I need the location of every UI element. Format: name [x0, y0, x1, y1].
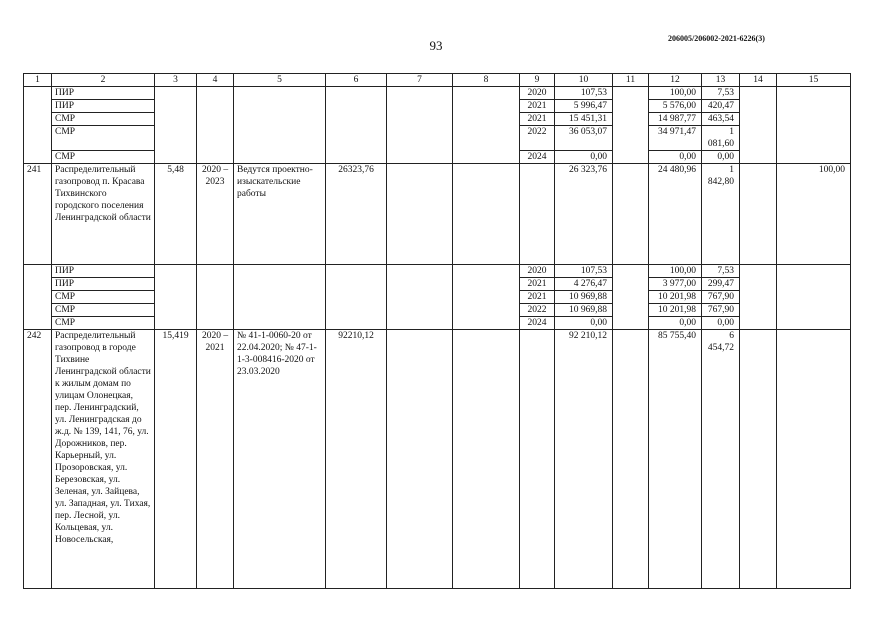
blank-cell	[740, 87, 777, 164]
stage-type: СМР	[52, 291, 155, 304]
blank-cell	[740, 265, 777, 330]
stage-year: 2021	[520, 100, 555, 113]
stage-total: 5 996,47	[555, 100, 613, 113]
blank-cell	[453, 330, 520, 589]
stage-regional: 10 201,98	[649, 304, 702, 317]
row-number: 242	[24, 330, 52, 589]
header-cell: 5	[234, 74, 326, 87]
blank-cell	[613, 265, 649, 330]
document-code: 206005/206002-2021-6226(3)	[668, 34, 765, 43]
page-number: 93	[429, 38, 443, 53]
blank-cell	[155, 87, 197, 164]
stage-regional: 0,00	[649, 317, 702, 330]
blank-cell	[740, 164, 777, 265]
stage-local: 1 081,60	[702, 126, 740, 151]
blank-cell	[24, 265, 52, 330]
blank-cell	[387, 330, 453, 589]
object-length: 5,48	[155, 164, 197, 265]
stage-regional: 100,00	[649, 265, 702, 278]
stage-regional: 3 977,00	[649, 278, 702, 291]
object-name: Распределительный газопровод в городе Тихвине Ленинградской области к жилым домам по улицам Олонецкая, пер. Ленинградский, ул. Ленинградская до ж.д. № 139, 141, 76, ул. Дорожников, пер. Карьерный, ул. Прозоровская, ул. Березовская, ул. Зеленая, ул. Зайцева, ул. Западная, ул. Тихая, пер. Лесной, ул. Кольцевая, ул. Новосельская,	[52, 330, 155, 589]
object-length: 15,419	[155, 330, 197, 589]
stage-total: 15 451,31	[555, 113, 613, 126]
stage-row	[24, 87, 851, 100]
blank-cell	[155, 265, 197, 330]
stage-local: 0,00	[702, 151, 740, 164]
object-cost: 92210,12	[326, 330, 387, 589]
stage-local: 463,54	[702, 113, 740, 126]
object-row	[24, 330, 851, 589]
blank-cell	[777, 265, 851, 330]
stage-year: 2020	[520, 265, 555, 278]
stage-year: 2020	[520, 87, 555, 100]
blank-cell	[234, 87, 326, 164]
object-name: Распределительный газопровод п. Красава Тихвинского городского поселения Ленинградской области	[52, 164, 155, 265]
blank-cell	[387, 164, 453, 265]
stage-year: 2021	[520, 278, 555, 291]
blank-cell	[197, 265, 234, 330]
stage-type: СМР	[52, 151, 155, 164]
blank-cell	[520, 164, 555, 265]
blank-cell	[740, 330, 777, 589]
header-cell: 8	[453, 74, 520, 87]
stage-regional: 100,00	[649, 87, 702, 100]
header-cell: 2	[52, 74, 155, 87]
stage-local: 299,47	[702, 278, 740, 291]
object-total: 92 210,12	[555, 330, 613, 589]
stage-year: 2022	[520, 126, 555, 151]
stage-row	[24, 265, 851, 278]
header-cell: 9	[520, 74, 555, 87]
stage-local: 767,90	[702, 304, 740, 317]
object-document: Ведутся проектно-изыскательские работы	[234, 164, 326, 265]
stage-type: СМР	[52, 317, 155, 330]
header-cell: 12	[649, 74, 702, 87]
header-cell: 1	[24, 74, 52, 87]
stage-type: СМР	[52, 304, 155, 317]
row-number: 241	[24, 164, 52, 265]
stage-regional: 34 971,47	[649, 126, 702, 151]
object-share	[777, 330, 851, 589]
header-cell: 10	[555, 74, 613, 87]
blank-cell	[453, 265, 520, 330]
blank-cell	[777, 87, 851, 164]
stage-total: 107,53	[555, 87, 613, 100]
header-row	[24, 74, 851, 87]
stage-local: 7,53	[702, 265, 740, 278]
header-cell: 14	[740, 74, 777, 87]
stage-year: 2021	[520, 113, 555, 126]
header-cell: 15	[777, 74, 851, 87]
stage-total: 0,00	[555, 151, 613, 164]
stage-year: 2024	[520, 317, 555, 330]
blank-cell	[234, 265, 326, 330]
object-local: 1 842,80	[702, 164, 740, 265]
header-cell: 11	[613, 74, 649, 87]
object-years: 2020 – 2021	[197, 330, 234, 589]
stage-total: 0,00	[555, 317, 613, 330]
blank-cell	[453, 164, 520, 265]
stage-type: ПИР	[52, 87, 155, 100]
object-row	[24, 164, 851, 265]
stage-type: ПИР	[52, 278, 155, 291]
blank-cell	[613, 164, 649, 265]
stage-total: 107,53	[555, 265, 613, 278]
blank-cell	[520, 330, 555, 589]
object-local: 6 454,72	[702, 330, 740, 589]
blank-cell	[613, 330, 649, 589]
stage-type: ПИР	[52, 265, 155, 278]
stage-local: 420,47	[702, 100, 740, 113]
stage-total: 4 276,47	[555, 278, 613, 291]
stage-year: 2021	[520, 291, 555, 304]
stage-total: 10 969,88	[555, 291, 613, 304]
stage-regional: 5 576,00	[649, 100, 702, 113]
stage-regional: 10 201,98	[649, 291, 702, 304]
blank-cell	[197, 87, 234, 164]
blank-cell	[453, 87, 520, 164]
blank-cell	[387, 265, 453, 330]
object-total: 26 323,76	[555, 164, 613, 265]
stage-type: ПИР	[52, 100, 155, 113]
object-regional: 85 755,40	[649, 330, 702, 589]
header-cell: 7	[387, 74, 453, 87]
header-cell: 3	[155, 74, 197, 87]
object-years: 2020 – 2023	[197, 164, 234, 265]
stage-year: 2022	[520, 304, 555, 317]
blank-cell	[326, 265, 387, 330]
blank-cell	[387, 87, 453, 164]
object-regional: 24 480,96	[649, 164, 702, 265]
object-document: № 41-1-0060-20 от 22.04.2020; № 47-1-1-3-008416-2020 от 23.03.2020	[234, 330, 326, 589]
stage-total: 36 053,07	[555, 126, 613, 151]
blank-cell	[613, 87, 649, 164]
header-cell: 4	[197, 74, 234, 87]
stage-year: 2024	[520, 151, 555, 164]
stage-type: СМР	[52, 126, 155, 151]
stage-local: 767,90	[702, 291, 740, 304]
object-cost: 26323,76	[326, 164, 387, 265]
stage-total: 10 969,88	[555, 304, 613, 317]
stage-regional: 0,00	[649, 151, 702, 164]
header-cell: 6	[326, 74, 387, 87]
stage-type: СМР	[52, 113, 155, 126]
blank-cell	[326, 87, 387, 164]
stage-local: 7,53	[702, 87, 740, 100]
stage-local: 0,00	[702, 317, 740, 330]
stage-regional: 14 987,77	[649, 113, 702, 126]
header-cell: 13	[702, 74, 740, 87]
investment-table	[23, 73, 851, 589]
blank-cell	[24, 87, 52, 164]
object-share: 100,00	[777, 164, 851, 265]
